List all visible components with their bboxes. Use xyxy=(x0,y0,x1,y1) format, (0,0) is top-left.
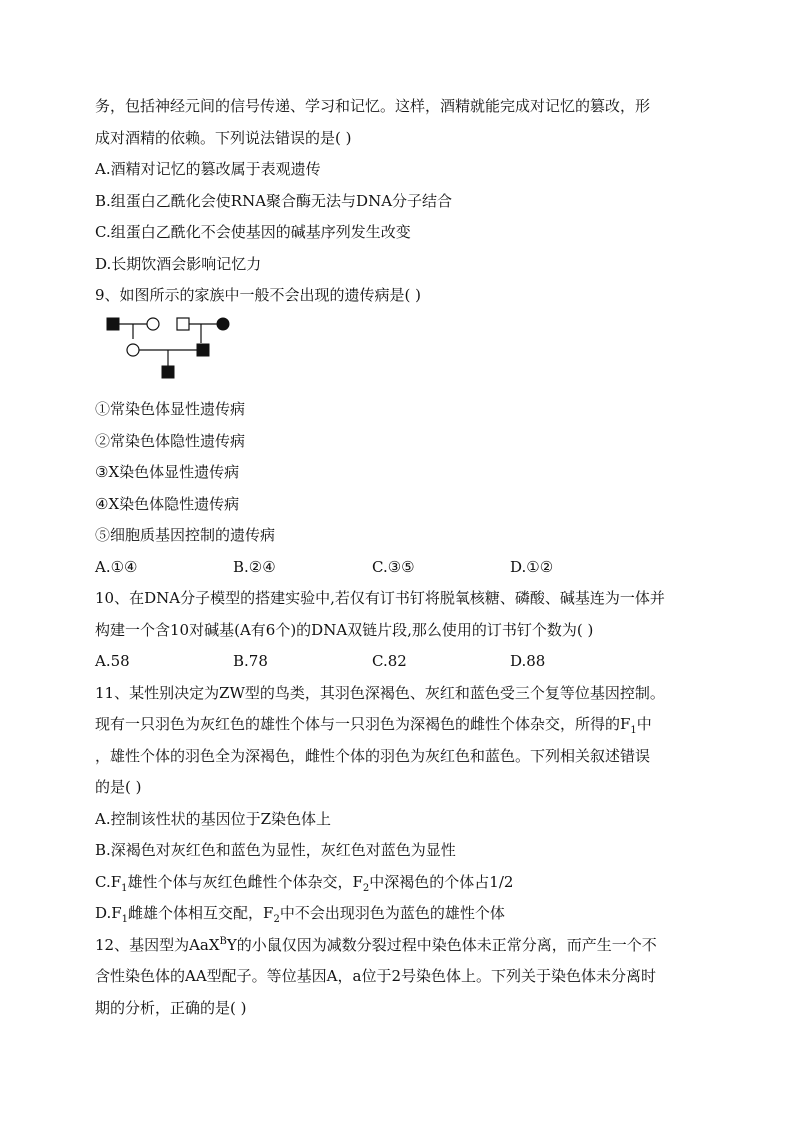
q9-item-3: ③X染色体显性遗传病 xyxy=(95,463,240,481)
q10-option-b: B.78 xyxy=(233,652,268,670)
q12-line1-part2: Y的小鼠仅因为减数分裂过程中染色体未正常分离，而产生一个不 xyxy=(226,936,657,954)
q11-stem-line2 xyxy=(95,714,652,734)
q9-item-5: ⑤细胞质基因控制的遗传病 xyxy=(95,526,276,544)
affected-female-i4 xyxy=(217,318,229,330)
q11-stem-line4: 的是( ) xyxy=(95,778,142,796)
q11-option-b: B.深褐色对灰红色和蓝色为显性，灰红色对蓝色为显性 xyxy=(95,841,456,859)
q11-option-c xyxy=(95,872,513,892)
q11-option-d xyxy=(95,903,505,923)
subscript: 2 xyxy=(273,914,280,925)
q12-line1-part1: 12、基因型为AaX xyxy=(95,936,220,954)
q8-option-b: B.组蛋白乙酰化会使RNA聚合酶无法与DNA分子结合 xyxy=(95,192,453,210)
q8-stem-line2: 成对酒精的依赖。下列说法错误的是( ) xyxy=(95,129,352,147)
q9-stem: 9、如图所示的家族中一般不会出现的遗传病是( ) xyxy=(95,286,422,304)
q11-line2-text: 现有一只羽色为灰红色的雄性个体与一只羽色为深褐色的雌性个体杂交，所得的F xyxy=(95,715,631,733)
q11-stem-line3: ，雄性个体的羽色全为深褐色，雌性个体的羽色为灰红色和蓝色。下列相关叙述错误 xyxy=(95,747,651,765)
q9-item-1: ①常染色体显性遗传病 xyxy=(95,400,246,418)
q11-stem-line1: 11、某性别决定为ZW型的鸟类，其羽色深褐色、灰红和蓝色受三个复等位基因控制。 xyxy=(95,684,665,702)
q10-option-d: D.88 xyxy=(510,652,546,670)
affected-male-iii1 xyxy=(162,366,174,378)
q8-option-a: A.酒精对记忆的篡改属于表观遗传 xyxy=(95,160,321,178)
q10-stem-line1: 10、在DNA分子模型的搭建实验中,若仅有订书钉将脱氧核糖、磷酸、碱基连为一体并 xyxy=(95,589,665,607)
q12-stem-line1 xyxy=(95,935,657,955)
q11-optc-part3: 中深褐色的个体占1/2 xyxy=(369,873,514,891)
q10-option-a: A.58 xyxy=(95,652,130,670)
affected-male-ii2 xyxy=(197,344,209,356)
q9-option-b: B.②④ xyxy=(233,558,276,576)
q9-option-d: D.①② xyxy=(510,558,554,576)
subscript: 2 xyxy=(362,883,370,894)
q10-option-c: C.82 xyxy=(372,652,407,670)
q9-item-2: ②常染色体隐性遗传病 xyxy=(95,432,246,450)
q11-optc-part2: 雄性个体与灰红色雌性个体杂交，F xyxy=(127,873,363,891)
q11-line2-tail: 中 xyxy=(636,715,652,733)
q10-stem-line2: 构建一个含10对碱基(A有6个)的DNA双链片段,那么使用的订书钉个数为( ) xyxy=(95,621,594,639)
normal-female-i2 xyxy=(147,318,159,330)
q11-optd-part3: 中不会出现羽色为蓝色的雄性个体 xyxy=(279,904,505,922)
q9-option-a: A.①④ xyxy=(95,558,138,576)
q8-stem-line1: 务，包括神经元间的信号传递、学习和记忆。这样，酒精就能完成对记忆的篡改，形 xyxy=(95,97,651,115)
q8-option-d: D.长期饮酒会影响记忆力 xyxy=(95,255,262,273)
q8-option-c: C.组蛋白乙酰化不会使基因的碱基序列发生改变 xyxy=(95,223,411,241)
subscript: 1 xyxy=(121,914,129,925)
q9-item-4: ④X染色体隐性遗传病 xyxy=(95,495,240,513)
normal-male-i3 xyxy=(177,318,189,330)
pedigree-diagram xyxy=(100,312,240,382)
affected-male-i1 xyxy=(107,318,119,330)
subscript: 1 xyxy=(121,883,128,894)
q9-option-c: C.③⑤ xyxy=(372,558,415,576)
subscript: 1 xyxy=(630,725,637,736)
q12-stem-line2: 含性染色体的AA型配子。等位基因A，a位于2号染色体上。下列关于染色体未分离时 xyxy=(95,967,656,985)
q11-optd-part2: 雌雄个体相互交配，F xyxy=(128,904,274,922)
q11-option-a: A.控制该性状的基因位于Z染色体上 xyxy=(95,810,332,828)
q11-optd-part1: D.F xyxy=(95,904,122,922)
superscript: B xyxy=(219,936,227,947)
normal-female-ii1 xyxy=(127,344,139,356)
q12-stem-line3: 期的分析，正确的是( ) xyxy=(95,999,247,1017)
q11-optc-part1: C.F xyxy=(95,873,122,891)
